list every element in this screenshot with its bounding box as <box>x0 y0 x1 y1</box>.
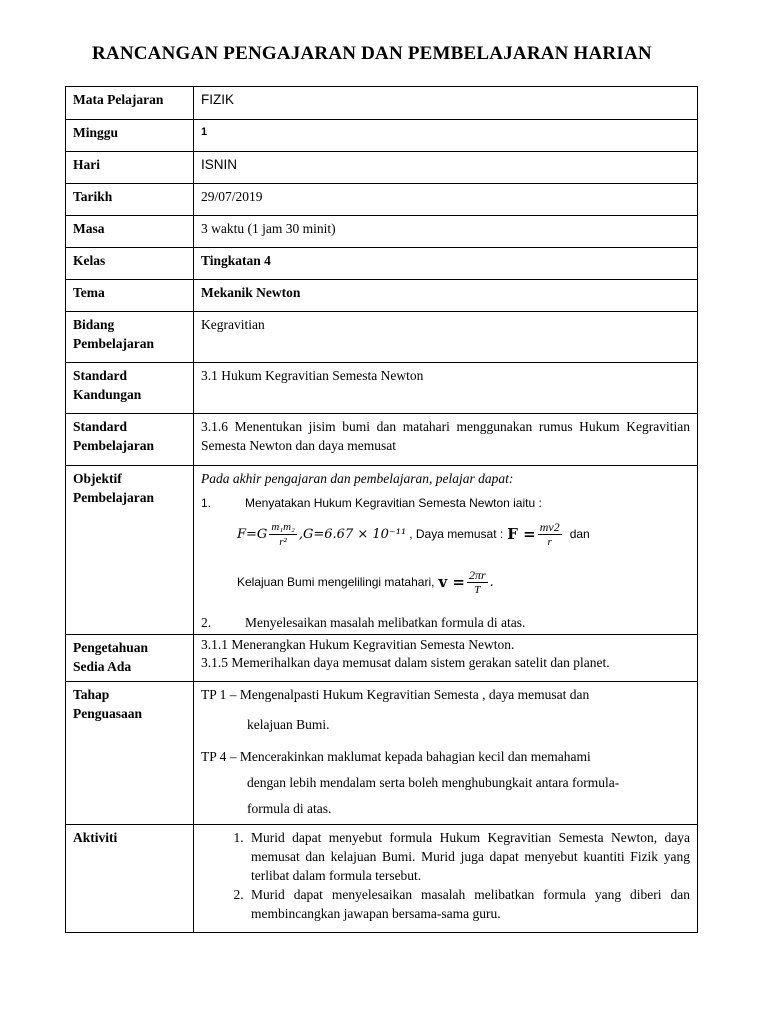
row-value: 3.1.6 Menentukan jisim bumi dan matahari menggunakan rumus Hukum Kegravitian Semesta Newton dan daya memusat <box>194 414 698 466</box>
row-value: FIZIK <box>194 87 698 120</box>
formula-caption: , Daya memusat : <box>409 526 504 541</box>
list-item: 2. Murid dapat menyelesaikan masalah melibatkan formula yang diberi dan membincangkan jawapan bersama-sama guru. <box>247 885 690 923</box>
table-row <box>66 312 698 363</box>
formula-caption: Kelajuan Bumi mengelilingi matahari, <box>237 574 435 589</box>
row-label <box>66 635 194 682</box>
text-line: TP 4 – Mencerakinkan maklumat kepada bahagian kecil dan memahami <box>201 749 591 764</box>
row-value: 3.1 Hukum Kegravitian Semesta Newton <box>194 363 698 414</box>
formula-text: . <box>489 574 494 590</box>
row-label-line: Standard <box>73 419 128 434</box>
table-row <box>66 466 698 635</box>
row-label: Hari <box>66 152 194 184</box>
table-row <box>66 363 698 414</box>
text-line: dengan lebih mendalam serta boleh menghubungkait antara formula- <box>247 775 620 790</box>
objective-intro: Pada akhir pengajaran dan pembelajaran, pelajar dapat: <box>201 471 514 486</box>
table-row <box>66 248 698 280</box>
numerator: m₁m₂ <box>271 520 295 533</box>
row-label: Tema <box>66 280 194 312</box>
row-value <box>194 635 698 682</box>
row-value: 29/07/2019 <box>194 184 698 216</box>
row-label <box>66 414 194 466</box>
text-line: formula di atas. <box>247 801 332 816</box>
row-value <box>194 682 698 825</box>
table-row <box>66 216 698 248</box>
row-value: 1 <box>194 120 698 152</box>
row-value: Mekanik Newton <box>194 280 698 312</box>
row-label: Mata Pelajaran <box>66 87 194 120</box>
row-value: 3 waktu (1 jam 30 minit) <box>194 216 698 248</box>
list-item <box>201 613 690 632</box>
lesson-plan-table <box>65 86 698 933</box>
fraction <box>538 520 562 549</box>
list-text: Menyatakan Hukum Kegravitian Semesta Newton iaitu : <box>245 496 542 510</box>
row-label <box>66 682 194 825</box>
denominator: r² <box>279 535 287 548</box>
text-line: 3.1.5 Memerihalkan daya memusat dalam sistem gerakan satelit dan planet. <box>201 655 610 670</box>
row-label-line: Pengetahuan <box>73 640 149 655</box>
row-label: Kelas <box>66 248 194 280</box>
text-line: TP 1 – Mengenalpasti Hukum Kegravitian Semesta , daya memusat dan <box>201 687 590 702</box>
row-label-line: Tahap <box>73 687 110 702</box>
row-label-line: Bidang <box>73 317 115 332</box>
row-label-line: Objektif <box>73 471 122 486</box>
table-row <box>66 87 698 120</box>
table-row <box>66 184 698 216</box>
row-label <box>66 363 194 414</box>
numerator: 2πr <box>468 567 486 582</box>
document-title: RANCANGAN PENGAJARAN DAN PEMBELAJARAN HARIAN <box>92 43 652 64</box>
row-label-line: Penguasaan <box>73 706 143 721</box>
formula-text: v = <box>438 572 465 591</box>
list-number: 1. <box>201 496 212 510</box>
row-label: Tarikh <box>66 184 194 216</box>
formula-text: F = <box>507 524 536 543</box>
row-label: Masa <box>66 216 194 248</box>
list-text: Menyelesaikan masalah melibatkan formula di atas. <box>245 615 526 630</box>
row-value <box>194 466 698 635</box>
list-item: 1. Murid dapat menyebut formula Hukum Kegravitian Semesta Newton, daya memusat dan kelajuan Bumi. Murid juga dapat menyebut kuantiti Fizik yang terlibat dalam formula tersebut. <box>247 828 690 885</box>
denominator: T <box>474 583 481 596</box>
fraction <box>269 520 297 549</box>
fraction <box>467 568 488 597</box>
row-value: Tingkatan 4 <box>194 248 698 280</box>
list-item <box>201 494 690 513</box>
row-label-line: Pembelajaran <box>73 490 154 505</box>
row-label: Minggu <box>66 120 194 152</box>
formula-gravitation <box>237 517 690 551</box>
row-value: ISNIN <box>194 152 698 184</box>
table-row <box>66 825 698 933</box>
row-label <box>66 312 194 363</box>
table-row <box>66 635 698 682</box>
row-value <box>194 825 698 933</box>
row-label: Aktiviti <box>66 825 194 933</box>
table-row <box>66 414 698 466</box>
formula-velocity <box>237 565 690 599</box>
activity-list <box>201 828 690 923</box>
formula-caption: dan <box>569 526 590 541</box>
list-number: 2. <box>201 615 212 630</box>
numerator: mv2 <box>539 519 560 534</box>
formula-text: ,G=6.67 × 10⁻¹¹ <box>298 526 407 542</box>
row-label-line: Kandungan <box>73 387 142 402</box>
row-label-line: Pembelajaran <box>73 336 154 351</box>
row-label-line: Sedia Ada <box>73 659 132 674</box>
table-row <box>66 280 698 312</box>
row-value: Kegravitian <box>194 312 698 363</box>
denominator: r <box>547 535 552 548</box>
row-label <box>66 466 194 635</box>
table-row <box>66 682 698 825</box>
formula-text: F=G <box>237 526 268 542</box>
row-label-line: Pembelajaran <box>73 438 154 453</box>
text-line: kelajuan Bumi. <box>247 717 330 732</box>
text-line: 3.1.1 Menerangkan Hukum Kegravitian Semesta Newton. <box>201 637 515 652</box>
table-row <box>66 152 698 184</box>
table-row <box>66 120 698 152</box>
row-label-line: Standard <box>73 368 128 383</box>
